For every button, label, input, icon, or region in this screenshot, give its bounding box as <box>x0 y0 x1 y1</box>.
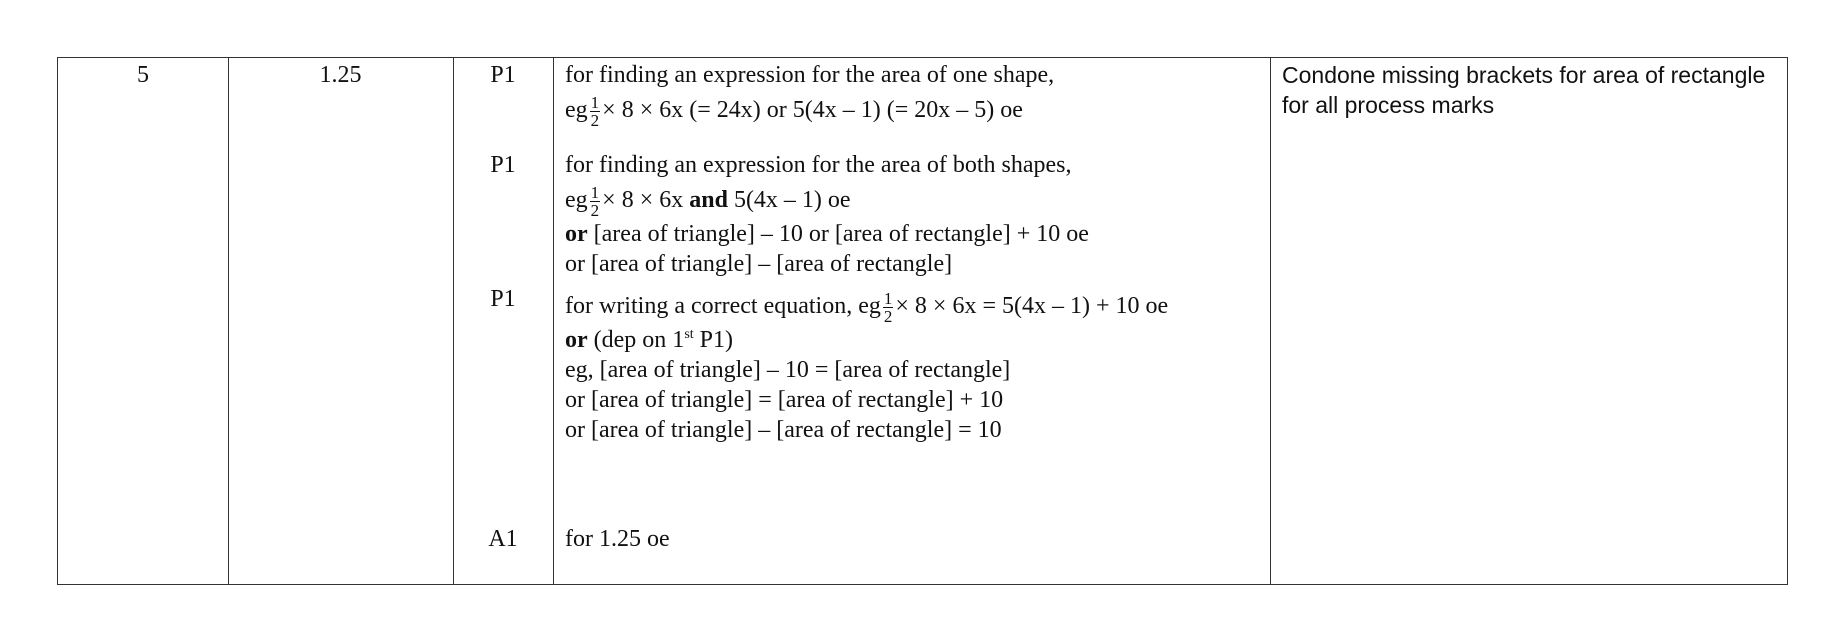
half-fraction <box>883 290 894 325</box>
guidance-line: for 1.25 oe <box>565 526 670 552</box>
mark-guidance <box>565 524 1265 554</box>
mark-guidance <box>565 60 1265 129</box>
guidance-line <box>565 290 1265 325</box>
guidance-line: or [area of triangle] – [area of rectangle] = 10 <box>565 417 1002 443</box>
guidance-line: eg, [area of triangle] – 10 = [area of rectangle] <box>565 357 1011 383</box>
guidance-line: for finding an expression for the area of both shapes, <box>565 152 1072 178</box>
guidance-line <box>565 219 1265 249</box>
mark-code: A1 <box>488 526 518 552</box>
expression-text: × 8 × 6x (= 24x) or 5(4x – 1) (= 20x – 5) oe <box>602 97 1023 124</box>
mark-code: P1 <box>490 152 516 178</box>
eg-label: eg <box>565 97 588 124</box>
ordinal-suffix: st <box>684 327 694 342</box>
fraction-numerator: 1 <box>590 183 600 202</box>
and-keyword: and <box>689 187 728 214</box>
column-divider <box>228 58 229 584</box>
or-keyword: or <box>565 221 588 247</box>
guidance-line: or [area of triangle] – [area of rectangle] <box>565 251 953 277</box>
expression-text: P1) <box>699 327 733 353</box>
column-divider <box>1270 58 1271 584</box>
answer-value: 1.25 <box>319 62 362 88</box>
fraction-denominator: 2 <box>590 111 600 130</box>
note-line: for all process marks <box>1282 92 1495 118</box>
column-divider <box>453 58 454 584</box>
half-fraction <box>590 94 601 129</box>
guidance-line <box>565 325 1265 355</box>
column-divider <box>553 58 554 584</box>
expression-text: for writing a correct equation, eg <box>565 293 881 320</box>
mark-guidance <box>565 284 1265 445</box>
fraction-numerator: 1 <box>883 289 893 308</box>
fraction-denominator: 2 <box>590 201 600 220</box>
fraction-numerator: 1 <box>590 93 600 112</box>
expression-text: (dep on 1 <box>593 327 685 353</box>
expression-text: × 8 × 6x <box>602 187 684 214</box>
half-fraction <box>590 184 601 219</box>
guidance-line <box>565 94 1265 129</box>
note-line: Condone missing brackets for area of rectangle <box>1282 62 1766 88</box>
mark-guidance <box>565 150 1265 279</box>
mark-scheme-table <box>57 57 1788 585</box>
mark-code: P1 <box>490 286 516 312</box>
expression-text: [area of triangle] – 10 or [area of rectangle] + 10 oe <box>593 221 1089 247</box>
or-keyword: or <box>565 327 588 353</box>
mark-code: P1 <box>490 62 516 88</box>
fraction-denominator: 2 <box>883 307 893 326</box>
guidance-line: for finding an expression for the area of one shape, <box>565 62 1055 88</box>
question-number: 5 <box>137 62 149 88</box>
guidance-line <box>565 184 1265 219</box>
expression-text: × 8 × 6x = 5(4x – 1) + 10 oe <box>895 293 1169 320</box>
guidance-line: or [area of triangle] = [area of rectangle] + 10 <box>565 387 1004 413</box>
expression-text: 5(4x – 1) oe <box>733 187 851 214</box>
additional-guidance <box>1282 60 1782 120</box>
eg-label: eg <box>565 187 588 214</box>
